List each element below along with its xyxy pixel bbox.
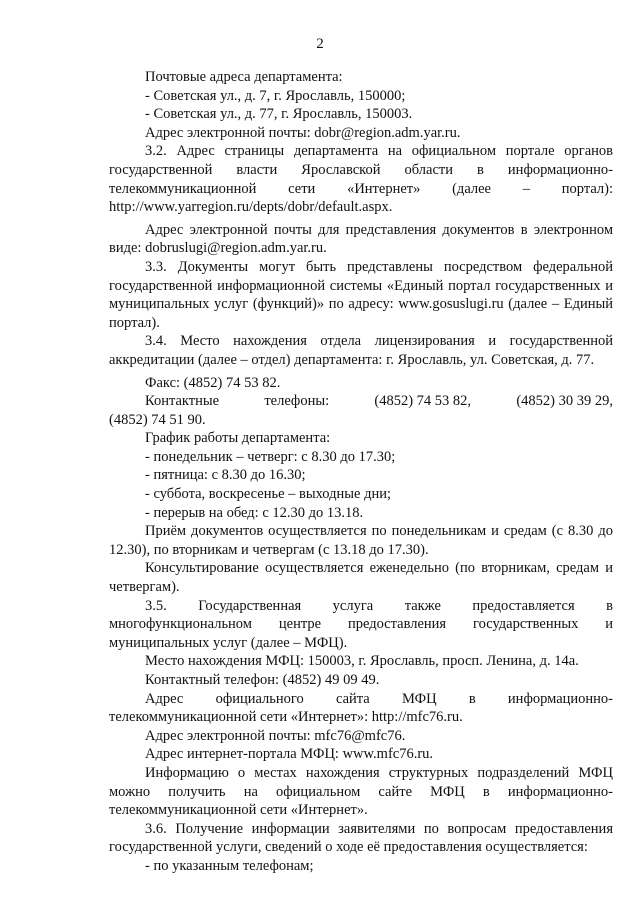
section-3-2: 3.2. Адрес страницы департамента на официальном портале органов государственной власти Ярославской области в информационно-телекоммуникационной сети «Интернет» (далее – портал): http://www.yarregion.ru/depts/dobr/default.aspx. bbox=[109, 143, 613, 216]
postal-address-1: - Советская ул., д. 7, г. Ярославль, 150000; bbox=[145, 87, 406, 104]
schedule-item-1: - понедельник – четверг: с 8.30 до 17.30; bbox=[145, 448, 396, 465]
mfc-location: Место нахождения МФЦ: 150003, г. Ярославль, просп. Ленина, д. 14а. bbox=[145, 653, 579, 670]
mfc-portal: Адрес интернет-портала МФЦ: www.mfc76.ru. bbox=[145, 746, 434, 763]
consultation: Консультирование осуществляется еженедельно (по вторникам, средам и четвергам). bbox=[109, 560, 613, 596]
section-3-4: 3.4. Место нахождения отдела лицензирования и государственной аккредитации (далее – отдел) департамента: г. Ярославль, ул. Советская, д. 77. bbox=[109, 333, 613, 368]
mfc-phone: Контактный телефон: (4852) 49 09 49. bbox=[145, 672, 380, 688]
contact-phone-1: (4852) 74 53 82, bbox=[374, 393, 472, 410]
contact-phone-3: (4852) 74 51 90. bbox=[109, 411, 206, 428]
section-3-5: 3.5. Государственная услуга также предоставляется в многофункциональном центре предоставления государственных и муниципальных услуг (далее – МФЦ). bbox=[109, 597, 613, 651]
department-email: Адрес электронной почты: dobr@region.adm.yar.ru. bbox=[145, 124, 461, 141]
schedule-heading: График работы департамента: bbox=[145, 430, 331, 447]
page-number: 2 bbox=[316, 36, 324, 52]
section-3-6: 3.6. Получение информации заявителями по вопросам предоставления государственной услуги, сведений о ходе её предоставления осуществляется: bbox=[109, 820, 613, 856]
mfc-email: Адрес электронной почты: mfc76@mfc76. bbox=[145, 727, 406, 744]
postal-address-2: - Советская ул., д. 77, г. Ярославль, 150003. bbox=[145, 106, 413, 123]
fax: Факс: (4852) 74 53 82. bbox=[145, 374, 281, 391]
contact-phones-word: телефоны: bbox=[264, 393, 330, 410]
mfc-structures: Информацию о местах нахождения структурных подразделений МФЦ можно получить на официальном сайте МФЦ в информационно-телекоммуникационной сети «Интернет». bbox=[109, 764, 613, 819]
section-3-3: 3.3. Документы могут быть представлены посредством федеральной государственной информационной системы «Единый портал государственных и муниципальных услуг (функций)» по адресу: www.gosuslugi.ru (далее – Единый портал). bbox=[109, 258, 613, 331]
documents-email: Адрес электронной почты для представления документов в электронном виде: dobruslugi@region.adm.yar.ru. bbox=[109, 221, 613, 257]
contact-phones-row bbox=[109, 392, 613, 411]
postal-heading: Почтовые адреса департамента: bbox=[145, 69, 343, 85]
reception-hours: Приём документов осуществляется по понедельникам и средам (с 8.30 до 12.30), по вторникам и четвергам (с 13.18 до 17.30). bbox=[109, 523, 613, 558]
contact-phone-2: (4852) 30 39 29, bbox=[516, 393, 613, 410]
schedule-item-4: - перерыв на обед: с 12.30 до 13.18. bbox=[145, 504, 364, 521]
document-body bbox=[109, 68, 613, 876]
schedule-item-3: - суббота, воскресенье – выходные дни; bbox=[145, 486, 391, 503]
contact-phones-label: Контактные bbox=[145, 393, 220, 410]
schedule-item-2: - пятница: с 8.30 до 16.30; bbox=[145, 467, 306, 484]
by-phone-item: - по указанным телефонам; bbox=[145, 857, 314, 874]
mfc-website: Адрес официального сайта МФЦ в информационно-телекоммуникационной сети «Интернет»: http://mfc76.ru. bbox=[109, 690, 613, 726]
